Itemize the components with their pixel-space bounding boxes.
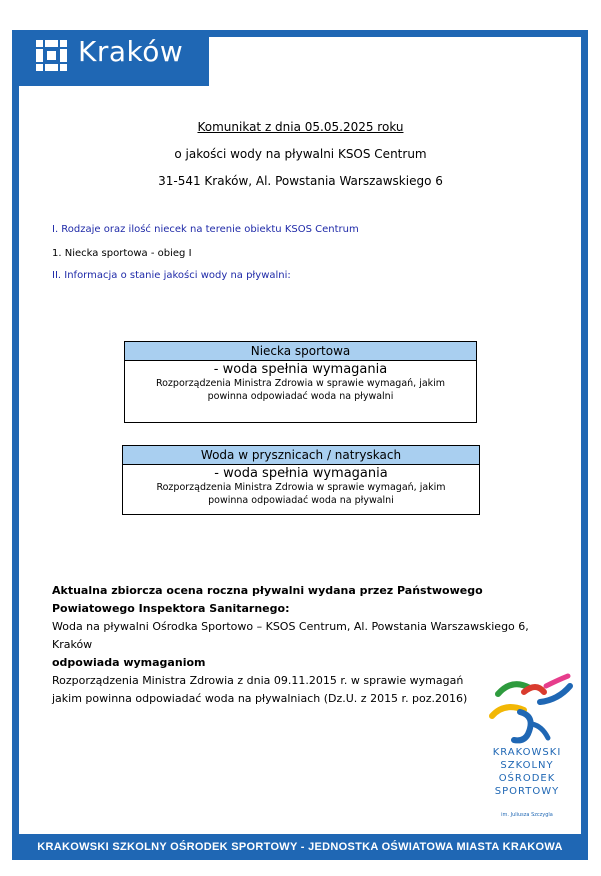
krakow-logo	[12, 30, 209, 86]
ksos-logo-name	[487, 746, 567, 798]
ksos-name-line: KRAKOWSKI	[492, 747, 562, 758]
ksos-patron: im. Juliusza Szczygla	[501, 812, 553, 818]
ksos-name-line: SPORTOWY	[494, 786, 560, 797]
notice-address: 31-541 Kraków, Al. Powstania Warszawskiego 6	[158, 174, 443, 188]
regulation-text: Rozporządzenia Ministra Zdrowia w sprawie wymagań, jakim powinna odpowiadać woda na pływalni	[156, 482, 446, 506]
assessment-line: Rozporządzenia Ministra Zdrowia z dnia 09.11.2015 r. w sprawie wymagań	[52, 674, 464, 687]
shower-status-table	[122, 445, 480, 515]
section-heading-1: I. Rodzaje oraz ilość niecek na terenie obiektu KSOS Centrum	[52, 224, 359, 235]
assessment-verdict: odpowiada wymaganiom	[52, 656, 206, 669]
water-status: - woda spełnia wymagania	[214, 466, 388, 481]
annual-assessment	[52, 582, 552, 708]
footer-banner: KRAKOWSKI SZKOLNY OŚRODEK SPORTOWY - JEDNOSTKA OŚWIATOWA MIASTA KRAKOWA	[12, 834, 588, 860]
notice-title: Komunikat z dnia 05.05.2025 roku	[197, 120, 404, 134]
section-heading-2: II. Informacja o stanie jakości wody na pływalni:	[52, 270, 291, 281]
assessment-heading: Aktualna zbiorcza ocena roczna pływalni wydana przez Państwowego Powiatowego Inspektora Sanitarnego:	[52, 584, 483, 615]
table-header: Niecka sportowa	[125, 342, 476, 361]
notice-subtitle: o jakości wody na pływalni KSOS Centrum	[174, 147, 427, 161]
table-header: Woda w prysznicach / natryskach	[123, 446, 479, 465]
logo-text: Kraków	[78, 35, 184, 68]
ksos-logo-icon	[484, 672, 574, 744]
krakow-emblem-icon	[36, 40, 67, 71]
pool-item: 1. Niecka sportowa - obieg I	[52, 248, 192, 259]
ksos-name-line: OŚRODEK	[498, 773, 556, 784]
assessment-line: Woda na pływalni Ośrodka Sportowo – KSOS Centrum, Al. Powstania Warszawskiego 6, Kraków	[52, 620, 529, 651]
regulation-text: Rozporządzenia Ministra Zdrowia w sprawie wymagań, jakim powinna odpowiadać woda na pływalni	[155, 378, 446, 402]
assessment-line: jakim powinna odpowiadać woda na pływalniach (Dz.U. z 2015 r. poz.2016)	[52, 692, 468, 705]
water-status: - woda spełnia wymagania	[213, 362, 388, 377]
ksos-name-line: SZKOLNY	[500, 760, 554, 771]
pool-status-table	[124, 341, 477, 423]
